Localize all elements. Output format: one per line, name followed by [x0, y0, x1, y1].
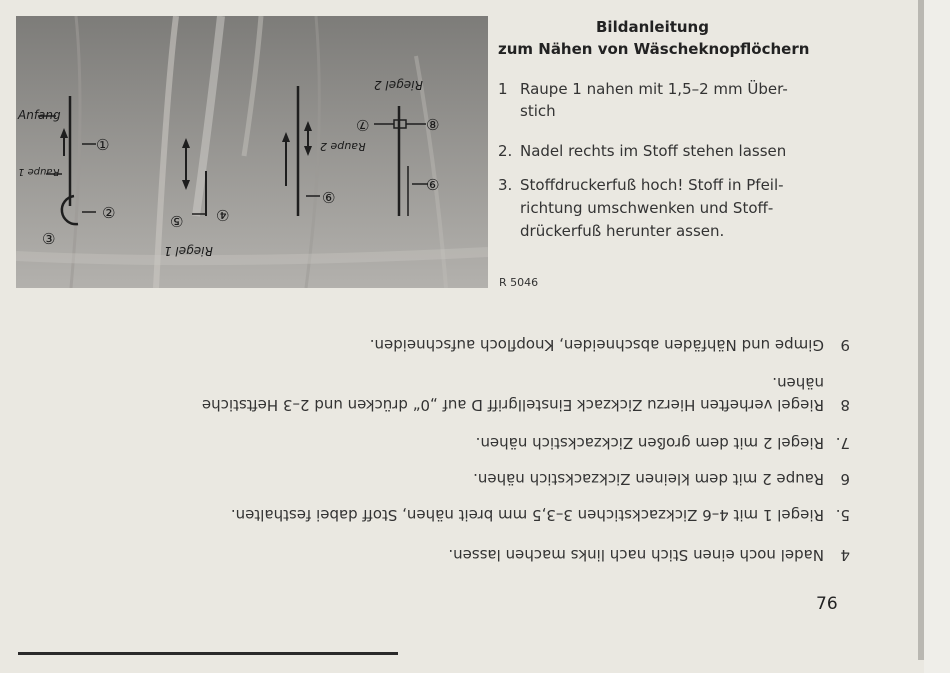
step-text: Gimpe und Nähfäden abschneiden, Knopfloch aufschneiden.	[369, 336, 824, 354]
step-number: 2.	[498, 142, 513, 160]
step-number: 5.	[835, 506, 850, 524]
step-text: Riegel 2 mit dem großen Zickzackstich nähen.	[475, 434, 824, 452]
step-text: nähen.	[772, 374, 824, 392]
step-text-line: stich	[520, 102, 556, 120]
step-text: Riegel verheften Hierzu Zickzack Einstellgriff D auf „0“ drücken und 2–3 Heftstiche	[201, 396, 824, 414]
heading-line-2: zum Nähen von Wäscheknopflöchern	[498, 40, 810, 58]
step-number: 6	[840, 470, 850, 488]
step-number: 1	[498, 80, 508, 98]
step-text: Riegel 1 mit 4–6 Zickzackstichen 3–3,5 mm breit nähen, Stoff dabei festhalten.	[230, 506, 824, 524]
circled-9: ⑨	[322, 188, 336, 206]
step-text-line: Nadel rechts im Stoff stehen lassen	[520, 142, 787, 160]
step-text: Raupe 2 mit dem kleinen Zickzackstich nähen.	[473, 470, 824, 488]
circled-1: ①	[96, 136, 110, 154]
step-number: 7.	[835, 434, 850, 452]
step-3	[498, 174, 858, 244]
label-raupe-2: Raupe 2	[320, 140, 366, 153]
inverted-steps	[20, 316, 850, 578]
circled-5: ⑤	[170, 212, 184, 230]
circled-7: ⑦	[356, 116, 370, 134]
step-text-line: drückerfuß herunter assen.	[520, 222, 725, 240]
circled-8: ⑧	[426, 116, 440, 134]
heading-line-1: Bildanleitung	[596, 18, 709, 36]
step-number: 4	[840, 546, 850, 564]
step-text-line: Raupe 1 nahen mit 1,5–2 mm Über-	[520, 80, 788, 98]
buttonhole-photo	[16, 16, 488, 288]
step-text: Nadel noch einen Stich nach links machen lassen.	[448, 546, 824, 564]
figure-code: R 5046	[499, 276, 539, 289]
page-number: 76	[816, 594, 838, 614]
step-number: 9	[840, 336, 850, 354]
step-text-line: Stoffdruckerfuß hoch! Stoff in Pfeil-	[520, 176, 784, 194]
circled-3: ③	[42, 230, 56, 248]
label-anfang: Anfang	[18, 108, 61, 122]
step-number: 3.	[498, 176, 513, 194]
circled-6: ⑥	[426, 176, 440, 194]
step-number: 8	[840, 396, 850, 414]
photo-drawing	[16, 16, 488, 288]
label-raupe-1: Raupe 1	[18, 166, 60, 177]
step-2	[498, 140, 858, 162]
bottom-rule	[18, 652, 398, 655]
circled-4: ④	[216, 206, 230, 224]
label-riegel-2: Riegel 2	[374, 78, 423, 92]
step-1	[498, 78, 858, 122]
page-edge	[924, 0, 950, 673]
circled-2: ②	[102, 204, 116, 222]
step-text-line: richtung umschwenken und Stoff-	[520, 199, 774, 217]
label-riegel-1: Riegel 1	[164, 244, 213, 258]
